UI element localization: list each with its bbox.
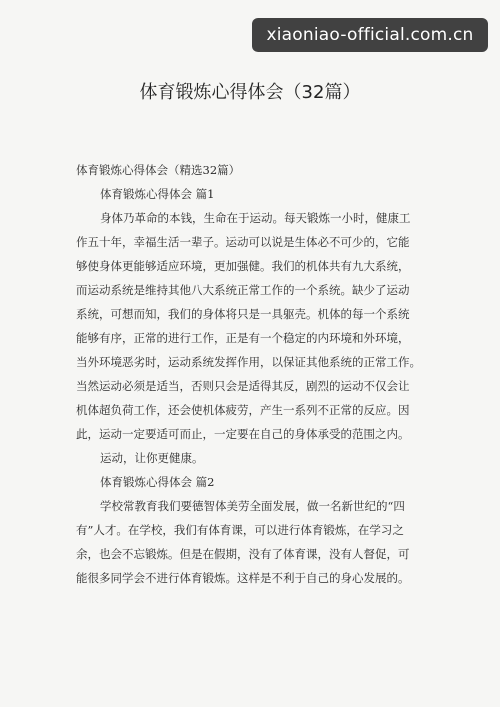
paragraph-line: 够使身体更能够适应环境，更加强健。我们的机体共有九大系统，: [76, 259, 410, 273]
paragraph-line: 能很多同学会不进行体育锻炼。这样是不利于自己的身心发展的。: [76, 571, 410, 585]
paragraph-line: 当然运动必须是适当，否则只会是适得其反，剧烈的运动不仅会让: [76, 379, 410, 393]
section-heading: 体育锻炼心得体会 篇1: [100, 187, 215, 201]
paragraph-line: 能够有序，正常的进行工作，正是有一个稳定的内环境和外环境，: [76, 331, 410, 345]
paragraph-line: 运动，让你更健康。: [100, 451, 204, 465]
paragraph-line: 当外环境恶劣时，运动系统发挥作用，以保证其他系统的正常工作。: [76, 355, 421, 369]
paragraph-line: 学校常教育我们要德智体美劳全面发展，做一名新世纪的“四: [100, 499, 405, 513]
paragraph-line: 作五十年，幸福生活一辈子。运动可以说是生体必不可少的，它能: [76, 235, 410, 249]
section-heading: 体育锻炼心得体会 篇2: [100, 475, 215, 489]
paragraph-line: 余，也会不忘锻炼。但是在假期，没有了体育课，没有人督促，可: [76, 547, 410, 561]
paragraph-line: 有”人才。在学校，我们有体育课，可以进行体育锻炼，在学习之: [76, 523, 404, 537]
document-body: [76, 158, 486, 590]
subtitle: 体育锻炼心得体会（精选32篇）: [76, 163, 241, 177]
paragraph-line: 此，运动一定要适可而止，一定要在自己的身体承受的范围之内。: [76, 427, 410, 441]
watermark: xiaoniao-official.com.cn: [252, 18, 488, 52]
paragraph-line: 机体超负荷工作，还会使机体疲劳，产生一系列不正常的反应。因: [76, 403, 410, 417]
paragraph-line: 而运动系统是维持其他八大系统正常工作的一个系统。缺少了运动: [76, 283, 410, 297]
paragraph-line: 系统，可想而知，我们的身体将只是一具躯壳。机体的每一个系统: [76, 307, 410, 321]
page-title: 体育锻炼心得体会（32篇）: [139, 82, 361, 103]
paragraph-line: 身体乃革命的本钱，生命在于运动。每天锻炼一小时，健康工: [100, 211, 411, 225]
